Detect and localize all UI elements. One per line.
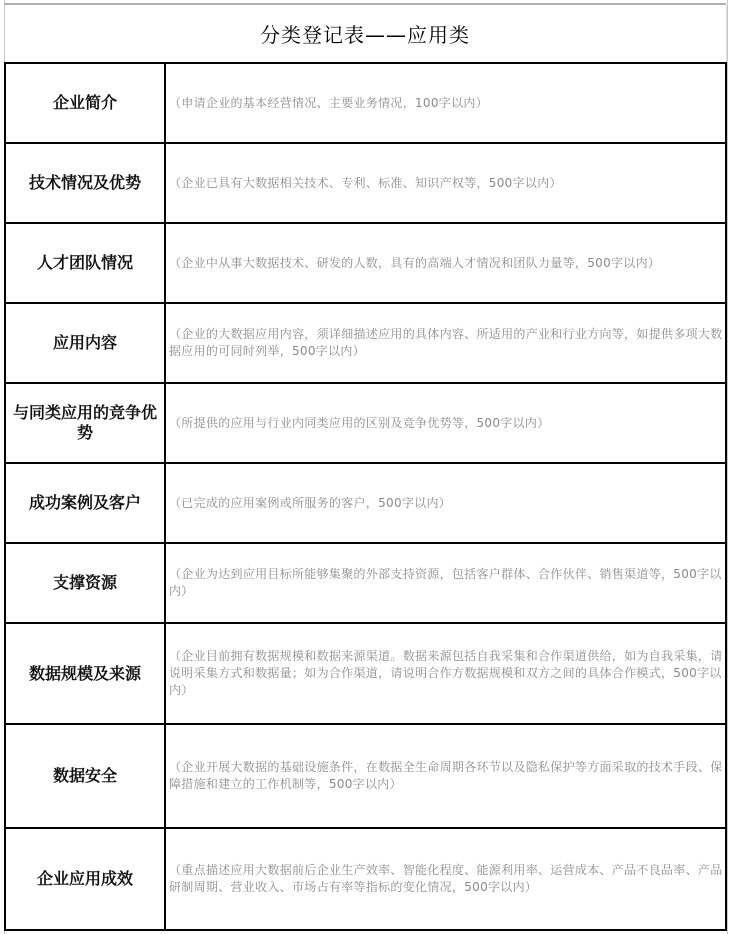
field-talent-team[interactable]: （企业中从事大数据技术、研发的人数，具有的高端人才情况和团队力量等，500字以内）	[165, 223, 726, 303]
field-support-resources[interactable]: （企业为达到应用目标所能够集聚的外部支持资源，包括客户群体、合作伙伴、销售渠道等，500字以内）	[165, 543, 726, 623]
label-talent-team[interactable]: 人才团队情况	[5, 223, 165, 303]
table-row-data-scale-source	[5, 623, 726, 724]
table-row-talent-team	[5, 223, 726, 303]
label-company-intro[interactable]: 企业简介	[5, 63, 165, 143]
field-tech-advantage[interactable]: （企业已具有大数据相关技术、专利、标准、知识产权等，500字以内）	[165, 143, 726, 223]
label-application-results[interactable]: 企业应用成效	[5, 828, 165, 930]
label-competitive-advantage[interactable]: 与同类应用的竞争优势	[5, 383, 165, 463]
field-data-security[interactable]: （企业开展大数据的基础设施条件，在数据全生命周期各环节以及隐私保护等方面采取的技术手段、保障措施和建立的工作机制等，500字以内）	[165, 724, 726, 828]
registration-form-table	[4, 62, 727, 931]
sheet-gridline-right	[727, 0, 728, 934]
table-row-tech-advantage	[5, 143, 726, 223]
field-company-intro[interactable]: （申请企业的基本经营情况、主要业务情况，100字以内）	[165, 63, 726, 143]
table-row-company-intro	[5, 63, 726, 143]
label-application-content[interactable]: 应用内容	[5, 303, 165, 383]
table-row-support-resources	[5, 543, 726, 623]
label-success-cases[interactable]: 成功案例及客户	[5, 463, 165, 543]
label-tech-advantage[interactable]: 技术情况及优势	[5, 143, 165, 223]
form-title-row[interactable]	[4, 5, 727, 62]
field-application-content[interactable]: （企业的大数据应用内容，须详细描述应用的具体内容、所适用的产业和行业方向等，如提供多项大数据应用的可同时列举，500字以内）	[165, 303, 726, 383]
table-row-success-cases	[5, 463, 726, 543]
form-title: 分类登记表——应用类	[260, 23, 470, 47]
field-application-results[interactable]: （重点描述应用大数据前后企业生产效率、智能化程度、能源利用率、运营成本、产品不良品率、产品研制周期、营业收入、市场占有率等指标的变化情况，500字以内）	[165, 828, 726, 930]
label-data-scale-source[interactable]: 数据规模及来源	[5, 623, 165, 724]
label-data-security[interactable]: 数据安全	[5, 724, 165, 828]
table-row-data-security	[5, 724, 726, 828]
label-support-resources[interactable]: 支撑资源	[5, 543, 165, 623]
table-row-application-results	[5, 828, 726, 930]
table-row-application-content	[5, 303, 726, 383]
field-success-cases[interactable]: （已完成的应用案例或所服务的客户，500字以内）	[165, 463, 726, 543]
field-competitive-advantage[interactable]: （所提供的应用与行业内同类应用的区别及竞争优势等，500字以内）	[165, 383, 726, 463]
table-row-competitive-advantage	[5, 383, 726, 463]
field-data-scale-source[interactable]: （企业目前拥有数据规模和数据来源渠道。数据来源包括自我采集和合作渠道供给，如为自我采集，请说明采集方式和数据量；如为合作渠道，请说明合作方数据规模和双方之间的具体合作模式，500字以内）	[165, 623, 726, 724]
